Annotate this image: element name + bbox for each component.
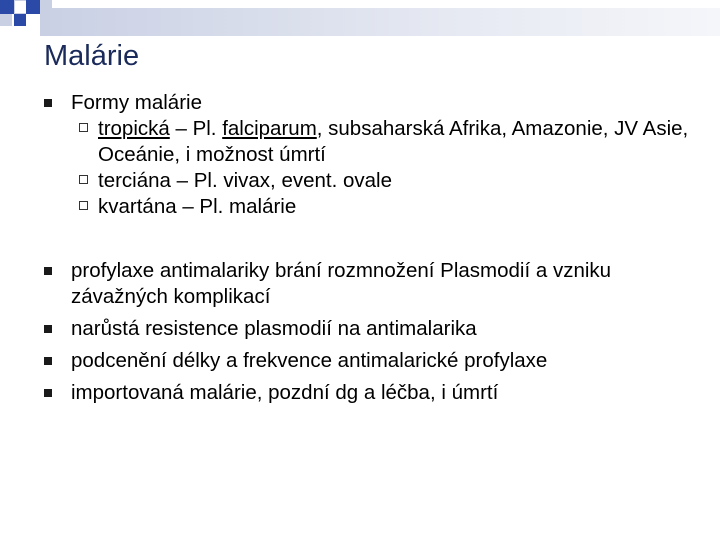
list-item <box>44 90 694 220</box>
bullet-square-icon <box>44 99 52 107</box>
section-heading: Formy malárie <box>71 91 202 114</box>
bullet-list <box>44 90 694 406</box>
bullet-text: profylaxe antimalariky brání rozmnožení Plasmodií a vzniku závažných komplikací <box>71 259 612 308</box>
list-item <box>44 316 694 342</box>
sub-text-c: falciparum <box>222 117 317 140</box>
bullet-square-icon <box>44 267 52 275</box>
sub-text: terciána – Pl. vivax, event. ovale <box>98 169 392 192</box>
bullet-text: importovaná malárie, pozdní dg a léčba, i úmrtí <box>71 381 499 404</box>
list-item <box>44 380 694 406</box>
sub-text-a: tropická <box>98 117 170 140</box>
bullet-square-icon <box>44 357 52 365</box>
sub-text-d: , subsaharská Afrika, Amazonie, JV Asie, Oceánie, i možnost úmrtí <box>98 117 689 166</box>
list-item <box>44 258 694 310</box>
bullet-text: narůstá resistence plasmodií na antimalarika <box>71 317 477 340</box>
title-bar-gradient <box>40 8 720 36</box>
sub-text-b: – Pl. <box>169 117 223 140</box>
sub-item <box>71 116 694 168</box>
sub-item <box>71 194 694 220</box>
bullet-text: podcenění délky a frekvence antimalarické profylaxe <box>71 349 548 372</box>
bullet-square-icon <box>44 325 52 333</box>
checkbox-square-icon <box>79 201 88 210</box>
sub-text: kvartána – Pl. malárie <box>98 195 297 218</box>
list-item <box>44 348 694 374</box>
bullet-square-icon <box>44 389 52 397</box>
checkbox-square-icon <box>79 175 88 184</box>
checkbox-square-icon <box>79 123 88 132</box>
sub-item <box>71 168 694 194</box>
slide-title: Malárie <box>44 40 140 72</box>
